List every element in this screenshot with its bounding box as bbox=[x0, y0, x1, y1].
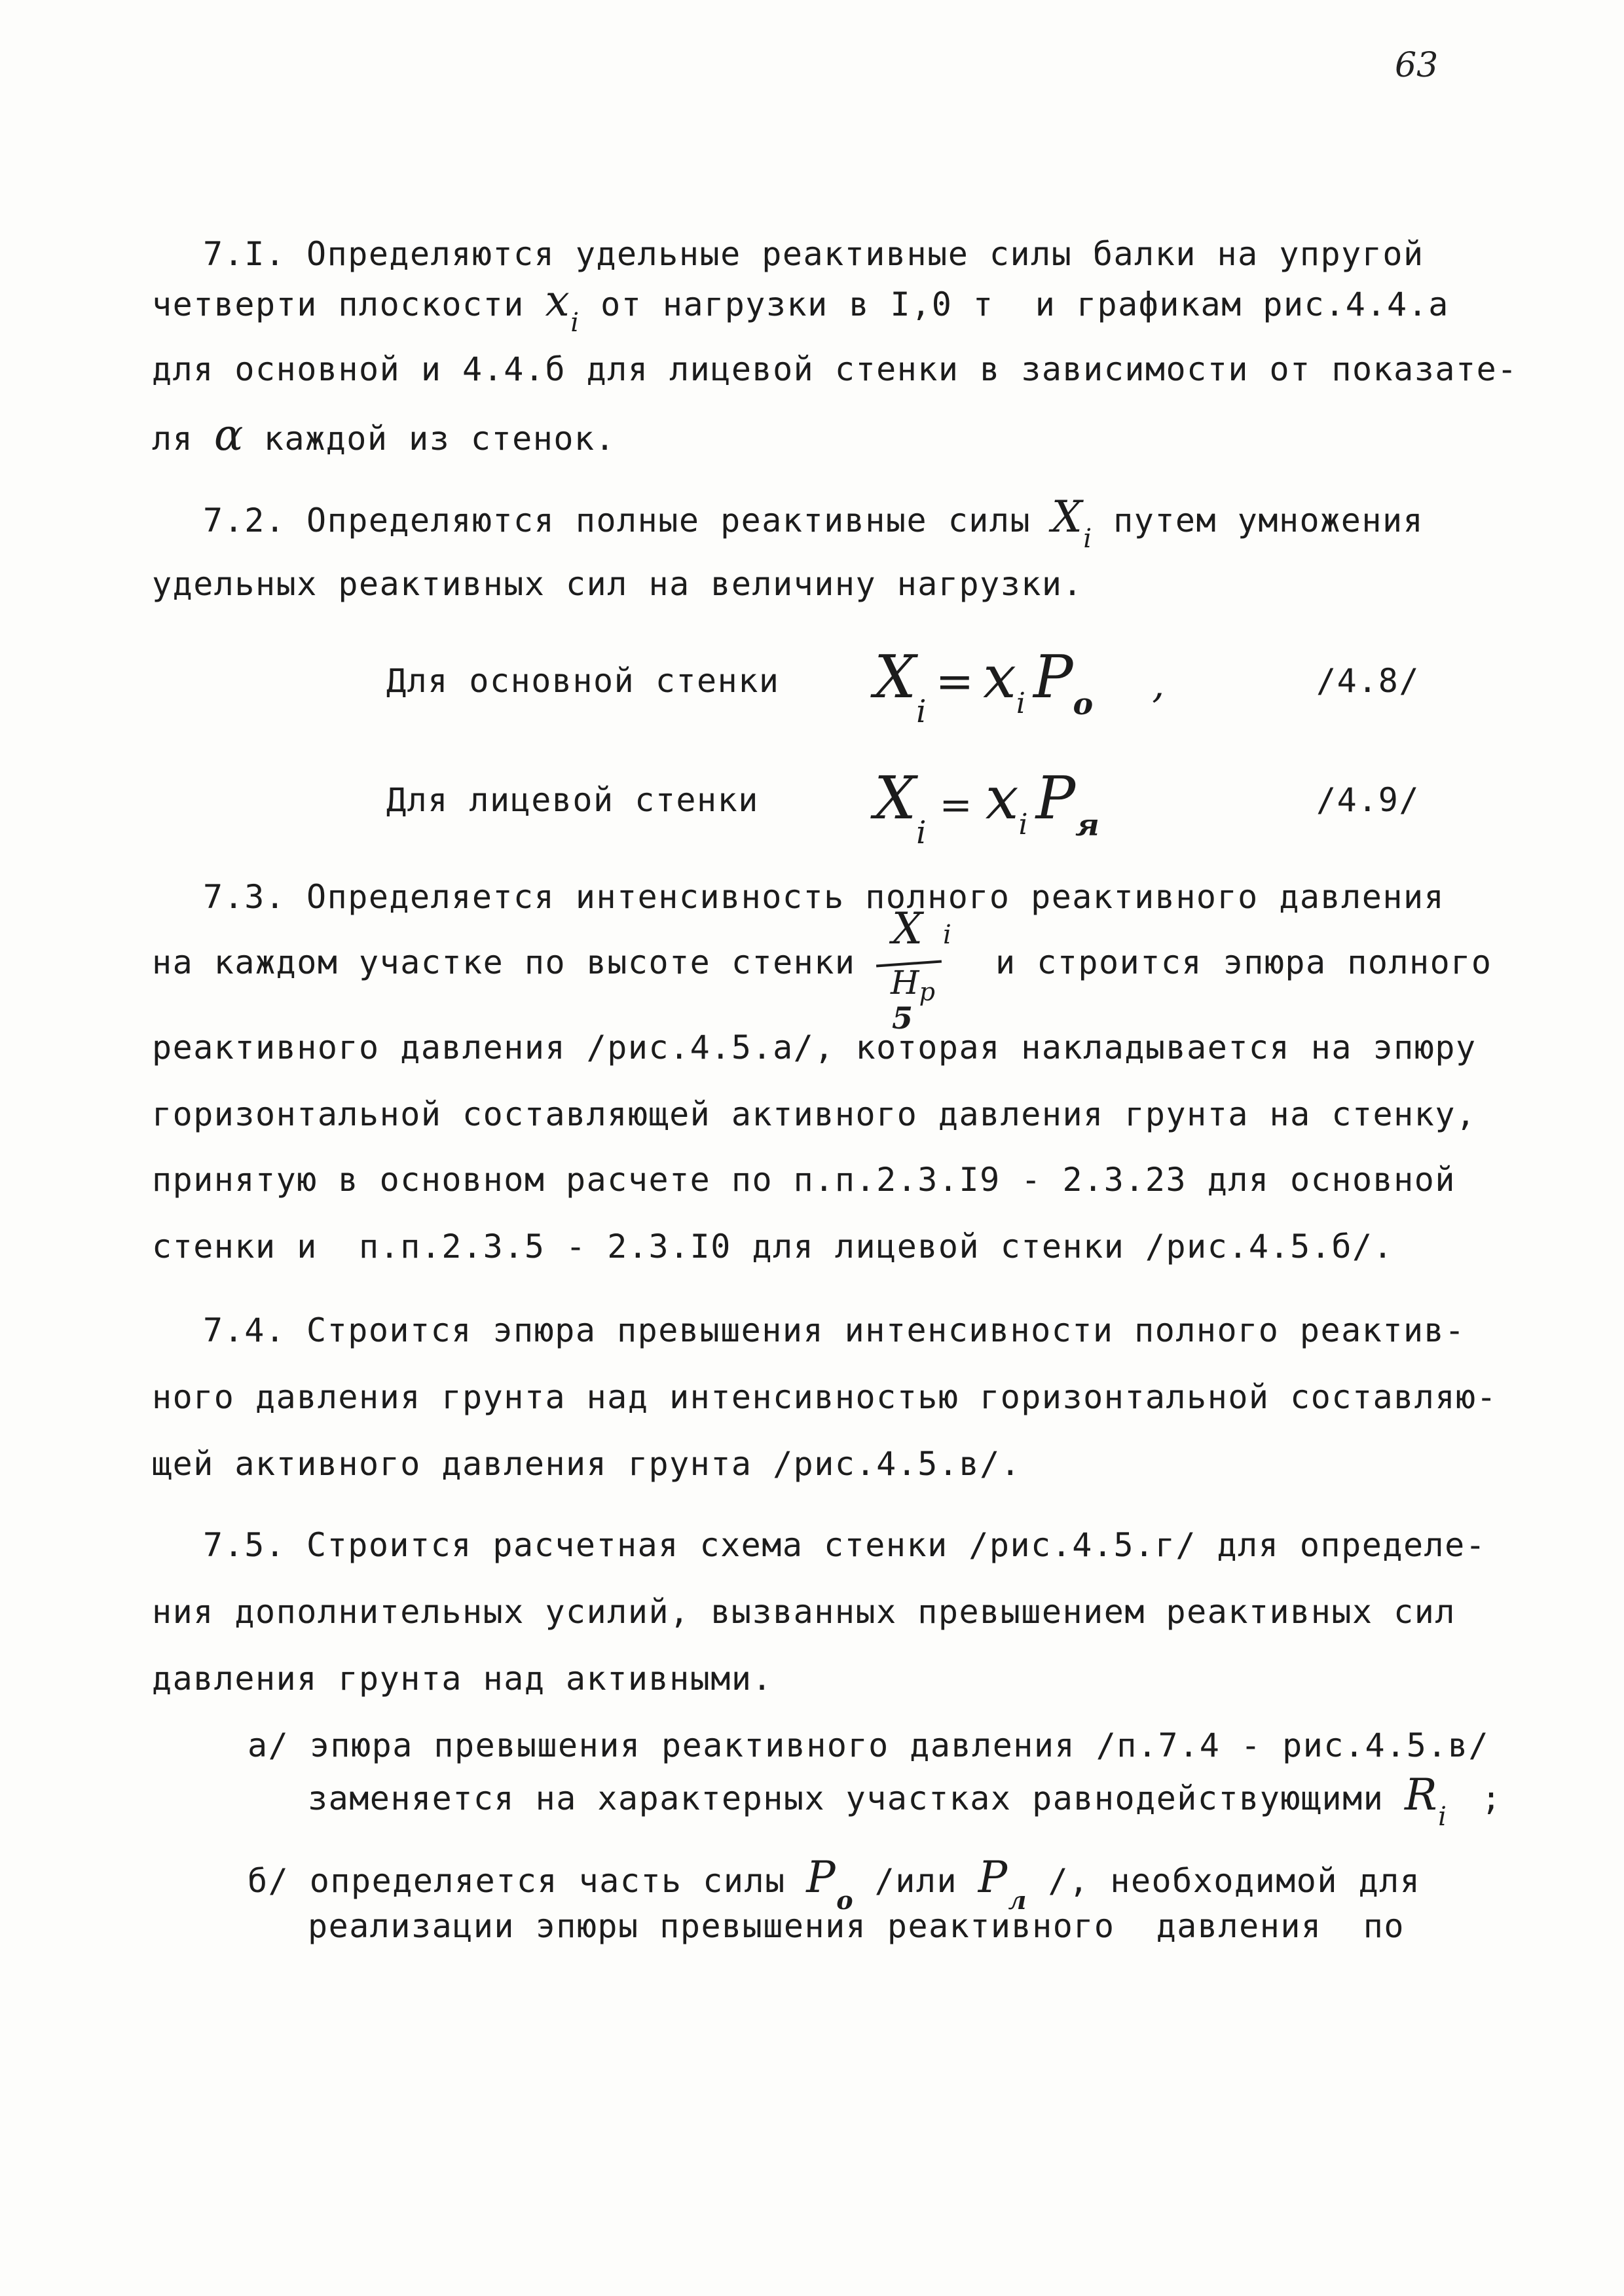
formula2-label: Для лицевой стенки bbox=[386, 781, 759, 819]
formula-4-8 bbox=[874, 643, 1165, 730]
f1-x-sub: i bbox=[1016, 687, 1025, 720]
p75-b1-text: б/ определяется часть силы bbox=[248, 1862, 807, 1900]
R-subscript: i bbox=[1438, 1802, 1448, 1832]
frac-den-sub: р bbox=[919, 977, 935, 1006]
f2-X-sub: i bbox=[916, 814, 927, 851]
p75-item-b-line2: реализации эпюры превышения реактивного давления по bbox=[308, 1907, 1405, 1945]
x-symbol: x bbox=[545, 276, 571, 326]
p73-line2a: на каждом участке по высоте стенки bbox=[152, 943, 856, 981]
p72-line1 bbox=[203, 492, 1424, 554]
p72-line2: удельных реактивных сил на величину нагрузки. bbox=[152, 565, 1084, 603]
x-subscript: i bbox=[570, 308, 580, 338]
p75-b1-or: /или bbox=[854, 1862, 978, 1900]
p74-line1: 7.4. Строится эпюра превышения интенсивности полного реактив- bbox=[203, 1311, 1466, 1349]
p75-item-a-line1: а/ эпюра превышения реактивного давления /п.7.4 - рис.4.5.в/ bbox=[248, 1726, 1490, 1764]
f1-P: P bbox=[1033, 643, 1073, 712]
f2-P-sub: я bbox=[1075, 807, 1099, 843]
f2-equals: = bbox=[939, 782, 972, 828]
formula1-number: /4.8/ bbox=[1316, 662, 1420, 700]
f2-x: x bbox=[985, 764, 1019, 833]
p71-line2 bbox=[152, 276, 1449, 338]
p73-line3: реактивного давления /рис.4.5.а/, которая накладывается на эпюру bbox=[152, 1029, 1477, 1066]
X-subscript: i bbox=[1083, 524, 1093, 554]
p75-line3: давления грунта над активными. bbox=[152, 1660, 773, 1698]
p71-line4 bbox=[152, 410, 616, 460]
f2-X: X bbox=[874, 764, 917, 833]
frac-denominator bbox=[891, 964, 935, 1006]
f1-P-sub: о bbox=[1073, 686, 1094, 721]
Po-subscript: о bbox=[836, 1886, 855, 1915]
p71-line4-b: каждой из стенок. bbox=[263, 420, 616, 458]
page-number: 63 bbox=[1395, 46, 1439, 85]
frac-numerator-sub: i bbox=[943, 920, 951, 950]
f1-X: X bbox=[874, 643, 917, 712]
f2-x-sub: i bbox=[1018, 808, 1028, 841]
Pl-symbol: P bbox=[978, 1852, 1008, 1903]
Po-symbol: P bbox=[806, 1852, 837, 1903]
f1-comma: , bbox=[1152, 661, 1165, 707]
p73-line2b: и строится эпюра полного bbox=[995, 943, 1492, 981]
frac-den-H: H bbox=[891, 964, 919, 1002]
formula-4-9 bbox=[874, 764, 1099, 851]
f1-X-sub: i bbox=[916, 693, 927, 730]
p72-line1-a: 7.2. Определяются полные реактивные силы bbox=[203, 501, 1052, 539]
p75-line1: 7.5. Строится расчетная схема стенки /рис.4.5.г/ для определе- bbox=[203, 1526, 1486, 1564]
p75-a2-semicolon: ; bbox=[1460, 1779, 1502, 1817]
p75-item-a-line2 bbox=[308, 1770, 1502, 1832]
Pl-subscript: л bbox=[1008, 1886, 1027, 1915]
frac-extra-5: 5 bbox=[892, 1000, 913, 1036]
X-symbol: X bbox=[1051, 492, 1084, 542]
p75-a2-text: заменяется на характерных участках равнодействующими bbox=[308, 1779, 1405, 1817]
formula2-number: /4.9/ bbox=[1316, 781, 1420, 819]
alpha-symbol: α bbox=[213, 410, 244, 460]
p71-line2-b: от нагрузки в I,0 т и графикам рис.4.4.а bbox=[580, 285, 1449, 323]
p75-item-b-line1 bbox=[248, 1852, 1421, 1915]
p73-line1: 7.3. Определяется интенсивность полного реактивного давления bbox=[203, 878, 1445, 916]
R-symbol: R bbox=[1404, 1770, 1439, 1820]
p74-line2: ного давления грунта над интенсивностью горизонтальной составляю- bbox=[152, 1378, 1498, 1416]
p75-b1-tail: /, необходимой для bbox=[1027, 1862, 1421, 1900]
p72-line1-b: путем умножения bbox=[1092, 501, 1424, 539]
p71-line3: для основной и 4.4.б для лицевой стенки в зависимости от показате- bbox=[152, 350, 1518, 388]
frac-numerator: X bbox=[892, 903, 923, 954]
p73-line4: горизонтальной составляющей активного давления грунта на стенку, bbox=[152, 1095, 1477, 1133]
p74-line3: щей активного давления грунта /рис.4.5.в/. bbox=[152, 1445, 1022, 1483]
f2-P: P bbox=[1035, 764, 1076, 833]
p71-line4-a: ля bbox=[152, 420, 214, 458]
f1-x: x bbox=[983, 643, 1016, 712]
p75-line2: ния дополнительных усилий, вызванных превышением реактивных сил bbox=[152, 1593, 1456, 1631]
p73-line5: принятую в основном расчете по п.п.2.3.I9 - 2.3.23 для основной bbox=[152, 1161, 1456, 1199]
f1-equals: = bbox=[935, 655, 974, 708]
p73-line6: стенки и п.п.2.3.5 - 2.3.I0 для лицевой стенки /рис.4.5.б/. bbox=[152, 1228, 1394, 1266]
formula1-label: Для основной стенки bbox=[386, 662, 780, 700]
p71-line1: 7.I. Определяются удельные реактивные силы балки на упругой bbox=[203, 235, 1424, 273]
p71-line2-a: четверти плоскости bbox=[152, 285, 545, 323]
